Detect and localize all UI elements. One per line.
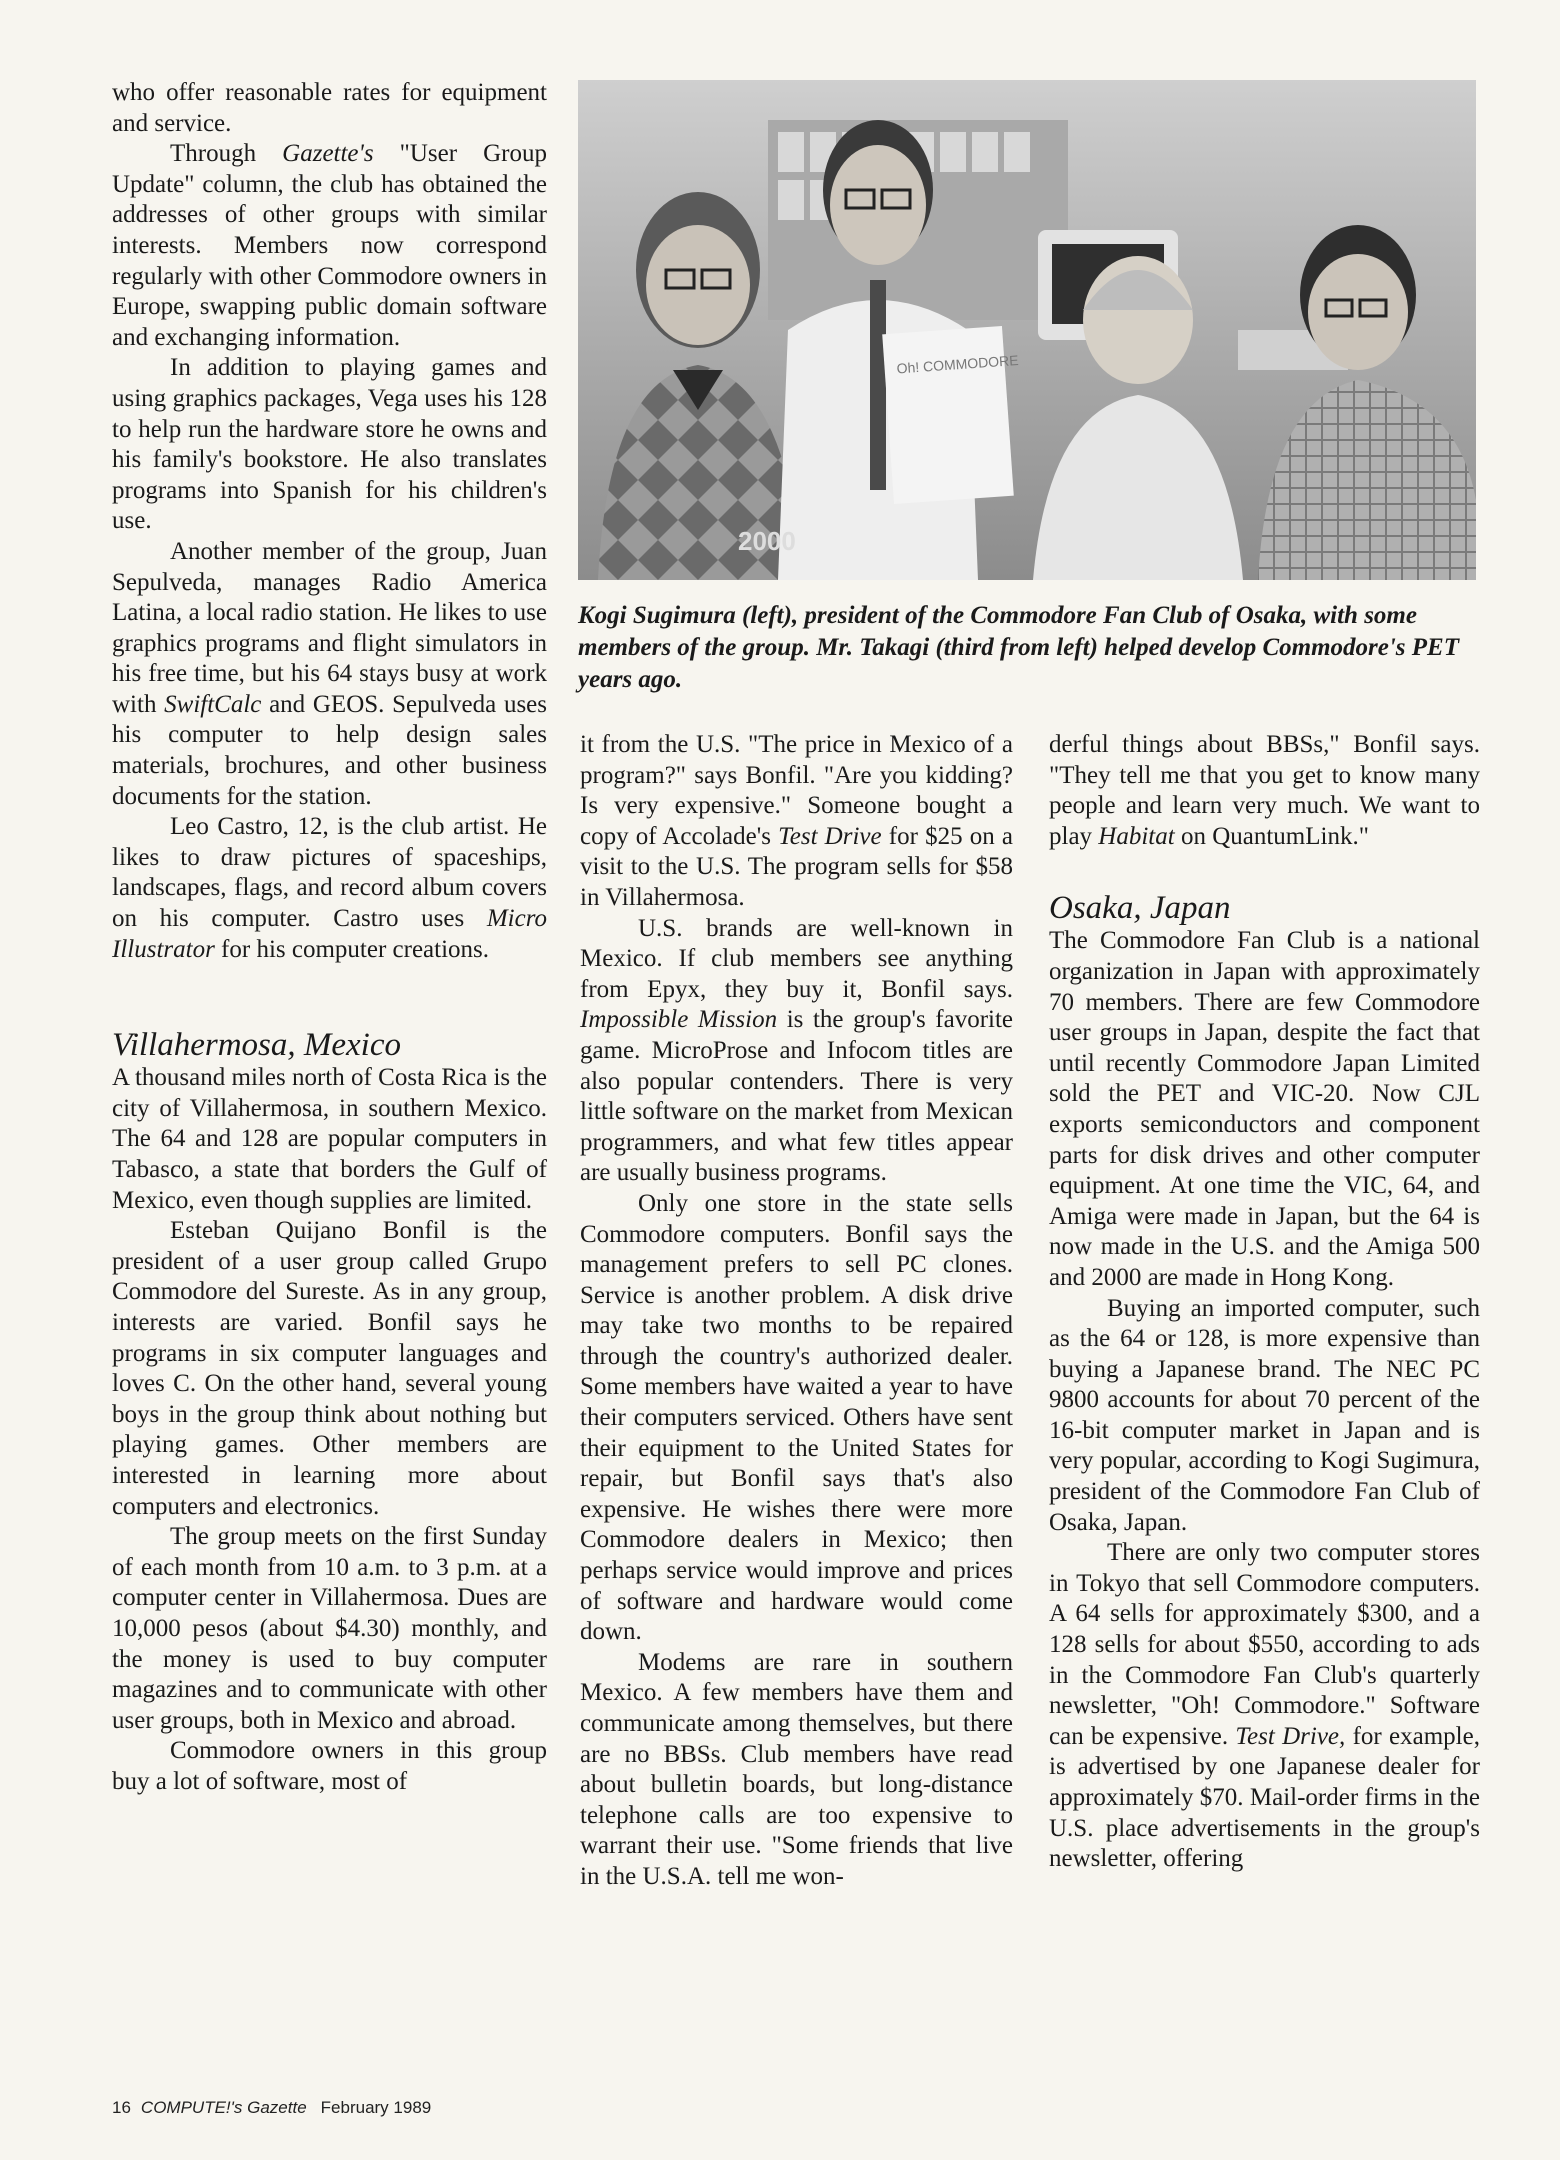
paragraph: Only one store in the state sells Commodore computers. Bonfil says the management prefers to sell PC clones. Service is another problem. A disk drive may take two months to be repaired through the country's authorized dealer. Some members have waited a year to have their computers serviced. Others have sent their equipment to the United States for repair, but Bonfil says that's also expensive. He wishes there were more Commodore dealers in Mexico; then perhaps service would improve and prices of software and hardware would come down.	[580, 1189, 1013, 1646]
magazine-name: COMPUTE!'s Gazette	[140, 2098, 307, 2117]
software-title: Habitat	[1098, 822, 1175, 850]
paragraph: The Commodore Fan Club is a national organization in Japan with approximately 70 members. There are few Commodore user groups in Japan, despite the fact that until recently Commodore Japan Limited sold the PET and VIC-20. Now CJL exports semiconductors and component parts for disk drives and other computer equipment. At one time the VIC, 64, and Amiga were made in Japan, but the 64 is now made in the U.S. and the Amiga 500 and 2000 are made in Hong Kong.	[1049, 927, 1480, 1291]
publication-title: Gazette's	[282, 140, 374, 168]
paragraph: Commodore owners in this group buy a lot of software, most of	[112, 1737, 547, 1795]
page-footer	[112, 2098, 431, 2118]
text-column-2	[580, 730, 1013, 1893]
text-column-1	[112, 78, 547, 1797]
paragraph: Through Gazette's "User Group Update" column, the club has obtained the addresses of other groups with similar interests. Members now correspond regularly with other Commodore owners in Europe, swapping public domain software and exchanging information.	[112, 140, 547, 351]
paragraph: In addition to playing games and using graphics packages, Vega uses his 128 to help run the hardware store he owns and his family's bookstore. He also translates programs into Spanish for his children's use.	[112, 354, 547, 535]
paragraph: derful things about BBSs," Bonfil says. "They tell me that you get to know many people and learn very much. We want to play Habitat on QuantumLink."	[1049, 731, 1480, 850]
issue-date: February 1989	[320, 2098, 432, 2117]
paragraph: Modems are rare in southern Mexico. A few members have them and communicate among themselves, but there are no BBSs. Club members have read about bulletin boards, but long-distance telephone calls are too expensive to warrant their use. "Some friends that live in the U.S.A. tell me won-	[580, 1648, 1013, 1890]
shirt-text: 2000	[738, 526, 796, 556]
paragraph: A thousand miles north of Costa Rica is the city of Villahermosa, in southern Mexico. The 64 and 128 are popular computers in Tabasco, a state that borders the Gulf of Mexico, even though supplies are limited.	[112, 1064, 547, 1214]
software-title: Test Drive	[778, 822, 882, 850]
paragraph: Buying an imported computer, such as the 64 or 128, is more expensive than buying a Japanese brand. The NEC PC 9800 accounts for about 70 percent of the 16-bit computer market in Japan and is very popular, according to Kogi Sugimura, president of the Commodore Fan Club of Osaka, Japan.	[1049, 1294, 1480, 1536]
section-heading-villahermosa: Villahermosa, Mexico	[112, 1027, 401, 1064]
photo-caption: Kogi Sugimura (left), president of the Commodore Fan Club of Osaka, with some members of the group. Mr. Takagi (third from left) helped develop Commodore's PET years ago.	[578, 602, 1459, 693]
paragraph: it from the U.S. "The price in Mexico of a program?" says Bonfil. "Are you kidding? Is very expensive." Someone bought a copy of Accolade's Test Drive for $25 on a visit to the U.S. The program sells for $58 in Villahermosa.	[580, 731, 1013, 911]
text-column-3	[1049, 730, 1480, 1875]
sign-text: Oh! COMMODORE	[896, 351, 1020, 377]
software-title: Test Drive,	[1235, 1722, 1346, 1750]
paragraph: The group meets on the first Sunday of each month from 10 a.m. to 3 p.m. at a computer center in Villahermosa. Dues are 10,000 pesos (about $4.30) monthly, and the money is used to buy computer magazines and to communicate with other user groups, both in Mexico and abroad.	[112, 1523, 547, 1734]
paragraph: There are only two computer stores in Tokyo that sell Commodore computers. A 64 sells for approximately $300, and a 128 sells for about $550, according to ads in the Commodore Fan Club's quarterly newsletter, "Oh! Commodore." Software can be expensive. Test Drive, for example, is advertised by one Japanese dealer for approximately $70. Mail-order firms in the U.S. place advertisements in the group's newsletter, offering	[1049, 1539, 1480, 1873]
software-title: Micro Illustrator	[112, 905, 547, 963]
page-number: 16	[112, 2098, 131, 2117]
section-heading-osaka: Osaka, Japan	[1049, 890, 1231, 927]
group-photo	[578, 80, 1476, 580]
software-title: Impossible Mission	[580, 1006, 778, 1034]
paragraph: Esteban Quijano Bonfil is the president of a user group called Grupo Commodore del Sureste. As in any group, interests are varied. Bonfil says he programs in six computer languages and loves C. On the other hand, several young boys in the group think about nothing but playing games. Other members are interested in learning more about computers and electronics.	[112, 1217, 547, 1520]
paragraph: U.S. brands are well-known in Mexico. If club members see anything from Epyx, they buy it, Bonfil says. Impossible Mission is the group's favorite game. MicroProse and Infocom titles are also popular contenders. There is very little software on the market from Mexican programmers, and what few titles appear are usually business programs.	[580, 914, 1014, 1187]
software-title: SwiftCalc	[164, 690, 262, 718]
paragraph: who offer reasonable rates for equipment and service.	[112, 79, 547, 137]
paragraph: Another member of the group, Juan Sepulveda, manages Radio America Latina, a local radio station. He likes to use graphics programs and flight simulators in his free time, but his 64 stays busy at work with SwiftCalc and GEOS. Sepulveda uses his computer to help design sales materials, brochures, and other business documents for the station.	[112, 537, 547, 810]
paragraph: Leo Castro, 12, is the club artist. He likes to draw pictures of spaceships, landscapes, flags, and record album covers on his computer. Castro uses Micro Illustrator for his computer creations.	[112, 813, 547, 963]
